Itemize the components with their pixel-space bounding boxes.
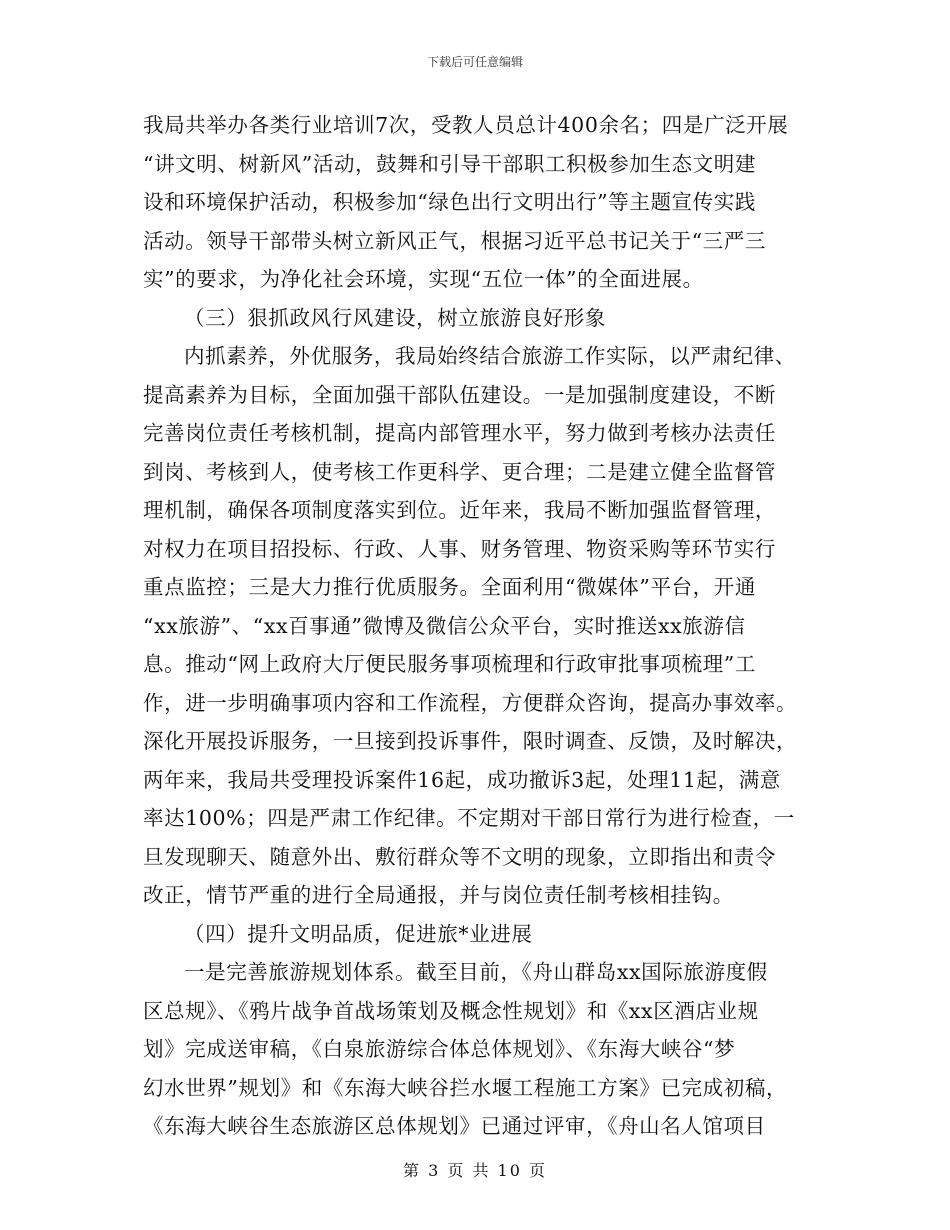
text-line: 深化开展投诉服务，一旦接到投诉事件，限时调查、反馈，及时解决，	[143, 729, 798, 753]
text-line: 我局共举办各类行业培训7次，受教人员总计400余名；四是广泛开展	[143, 113, 789, 137]
text-line: 完善岗位责任考核机制，提高内部管理水平，努力做到考核办法责任	[143, 421, 776, 445]
text-line: “讲文明、树新风”活动，鼓舞和引导干部职工积极参加生态文明建	[143, 151, 756, 176]
page-footer: 第 3 页 共 10 页	[403, 1161, 547, 1180]
text-line: 划》完成送审稿，《白泉旅游综合体总体规划》、《东海大峡谷“梦	[143, 1037, 736, 1061]
text-line: 息。推动“网上政府大厅便民服务事项梳理和行政审批事项梳理”工	[143, 652, 756, 676]
text-line: 一是完善旅游规划体系。截至目前，《舟山群岛xx国际旅游度假	[184, 960, 768, 984]
text-line: 提高素养为目标，全面加强干部队伍建设。一是加强制度建设，不断	[143, 382, 776, 407]
text-line: 幻水世界”规划》和《东海大峡谷拦水堰工程施工方案》已完成初稿，	[143, 1075, 788, 1100]
text-line: 对权力在项目招投标、行政、人事、财务管理、物资采购等环节实行	[143, 536, 776, 561]
text-line: 旦发现聊天、随意外出、敷衍群众等不文明的现象，立即指出和责令	[143, 844, 776, 869]
text-line: 《东海大峡谷生态旅游区总体规划》已通过评审，《舟山名人馆项目	[143, 1114, 766, 1138]
text-line: 内抓素养，外优服务，我局始终结合旅游工作实际，以严肃纪律、	[184, 344, 796, 368]
text-line: 设和环境保护活动，积极参加“绿色出行文明出行”等主题宣传实践	[143, 190, 756, 214]
text-line: 理机制，确保各项制度落实到位。近年来，我局不断加强监督管理，	[143, 498, 776, 522]
text-line: 实”的要求，为净化社会环境，实现“五位一体”的全面进展。	[143, 267, 704, 291]
document-body	[143, 106, 808, 1146]
text-line: 率达100%；四是严肃工作纪律。不定期对干部日常行为进行检查，一	[143, 806, 795, 830]
text-line: （三）狠抓政风行风建设，树立旅游良好形象	[184, 305, 606, 330]
text-line: 作，进一步明确事项内容和工作流程，方便群众咨询，提高办事效率。	[143, 690, 798, 715]
text-line: 改正，情节严重的进行全局通报，并与岗位责任制考核相挂钩。	[143, 883, 734, 907]
text-line: 到岗、考核到人，使考核工作更科学、更合理；二是建立健全监督管	[143, 459, 776, 484]
text-line: 活动。领导干部带头树立新风正气，根据习近平总书记关于“三严三	[143, 228, 766, 253]
text-line: 两年来，我局共受理投诉案件16起，成功撤诉3起，处理11起，满意	[143, 767, 781, 792]
text-line: 区总规》、《鸦片战争首战场策划及概念性规划》和《xx区酒店业规	[143, 998, 759, 1023]
text-line: 重点监控；三是大力推行优质服务。全面利用“微媒体”平台，开通	[143, 575, 756, 599]
text-line: “xx旅游”、“xx百事通”微博及微信公众平台，实时推送xx旅游信	[143, 613, 746, 638]
text-line: （四）提升文明品质，促进旅*业进展	[184, 921, 533, 946]
page-header: 下载后可任意编辑	[426, 55, 523, 69]
